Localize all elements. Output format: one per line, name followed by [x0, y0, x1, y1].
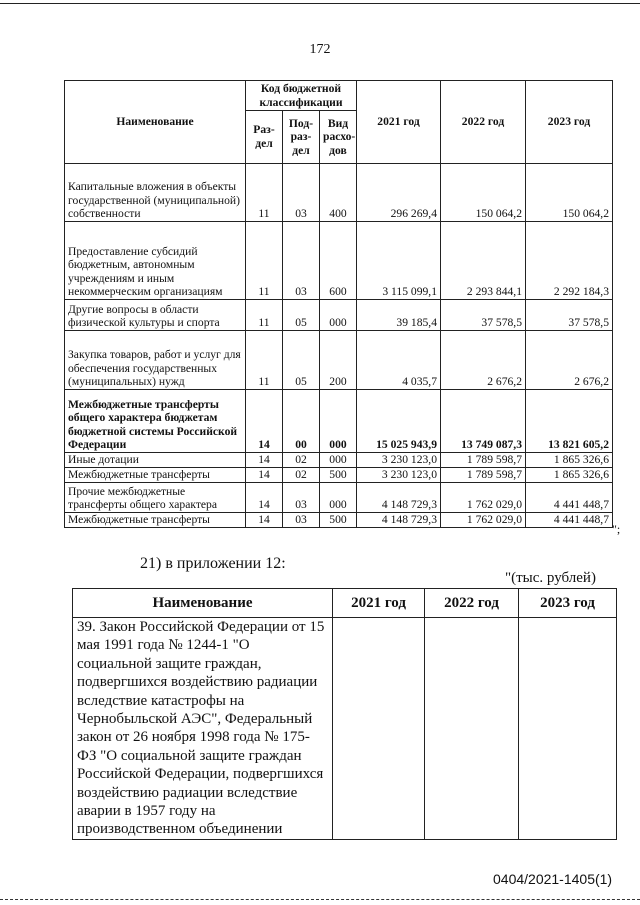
row-2023: 2 292 184,3	[526, 222, 613, 300]
table-row	[65, 483, 613, 513]
header-2021: 2021 год	[357, 81, 441, 164]
row-podrazdel: 02	[283, 453, 320, 468]
row-podrazdel: 03	[283, 164, 320, 222]
row-name: Закупка товаров, работ и услуг для обеспечения государственных (муниципальных) нужд	[65, 331, 246, 390]
row-vid: 500	[320, 468, 357, 483]
row-podrazdel: 05	[283, 300, 320, 331]
row-vid: 400	[320, 164, 357, 222]
header-vid: Вид расхо- дов	[320, 111, 357, 164]
row-podrazdel: 03	[283, 513, 320, 528]
table-row	[65, 390, 613, 453]
header-2022: 2022 год	[425, 589, 519, 618]
row-2022: 1 762 029,0	[441, 513, 526, 528]
row-razdel: 14	[246, 468, 283, 483]
row-name: Межбюджетные трансферты	[65, 513, 246, 528]
header-name: Наименование	[73, 589, 333, 618]
table-row	[65, 164, 613, 222]
row-podrazdel: 05	[283, 331, 320, 390]
row-2022: 1 789 598,7	[441, 453, 526, 468]
row-razdel: 11	[246, 222, 283, 300]
header-2021: 2021 год	[333, 589, 425, 618]
row-2021: 3 230 123,0	[357, 468, 441, 483]
row-razdel: 11	[246, 164, 283, 222]
amendment-intro: 21) в приложении 12:	[140, 555, 286, 572]
row-podrazdel: 03	[283, 483, 320, 513]
row-name: Капитальные вложения в объекты государственной (муниципальной) собственности	[65, 164, 246, 222]
table-row	[65, 300, 613, 331]
row-razdel: 14	[246, 483, 283, 513]
page-number: 172	[309, 42, 331, 57]
appendix12-table	[72, 588, 617, 840]
row-vid: 000	[320, 453, 357, 468]
row-2022	[425, 618, 519, 840]
row-2023: 150 064,2	[526, 164, 613, 222]
header-code-group: Код бюджетной классификации	[246, 81, 357, 111]
row-2023: 4 441 448,7	[526, 483, 613, 513]
top-rule	[0, 3, 640, 4]
row-2022: 1 789 598,7	[441, 468, 526, 483]
row-name: Межбюджетные трансферты общего характера бюджетам бюджетной системы Российской Федерации	[65, 390, 246, 453]
row-2021: 3 115 099,1	[357, 222, 441, 300]
header-podrazdel: Под- раз- дел	[283, 111, 320, 164]
row-2021: 4 035,7	[357, 331, 441, 390]
row-name: Прочие межбюджетные трансферты общего характера	[65, 483, 246, 513]
header-2022: 2022 год	[441, 81, 526, 164]
bottom-rule	[0, 899, 640, 900]
row-2023: 37 578,5	[526, 300, 613, 331]
row-vid: 600	[320, 222, 357, 300]
row-2021: 15 025 943,9	[357, 390, 441, 453]
document-id: 0404/2021-1405(1)	[493, 871, 613, 887]
table-row	[65, 513, 613, 528]
row-vid: 000	[320, 300, 357, 331]
row-2021: 4 148 729,3	[357, 483, 441, 513]
header-2023: 2023 год	[519, 589, 617, 618]
header-2023: 2023 год	[526, 81, 613, 164]
row-2022: 150 064,2	[441, 164, 526, 222]
units-note: "(тыс. рублей)	[505, 570, 596, 586]
row-2023: 4 441 448,7	[526, 513, 613, 528]
row-name: Другие вопросы в области физической культуры и спорта	[65, 300, 246, 331]
row-2023	[519, 618, 617, 840]
row-razdel: 14	[246, 513, 283, 528]
row-2021: 296 269,4	[357, 164, 441, 222]
budget-table	[64, 80, 613, 528]
row-vid: 200	[320, 331, 357, 390]
row-vid: 000	[320, 483, 357, 513]
row-2023: 1 865 326,6	[526, 453, 613, 468]
header-name: Наименование	[65, 81, 246, 164]
row-name: 39. Закон Российской Федерации от 15 мая 1991 года № 1244-1 "О социальной защите граждан, подвергшихся воздействию радиации вследствие катастрофы на Чернобыльской АЭС", Федеральный закон от 26 ноября 1998 года № 175-ФЗ "О социальной защите граждан Российской Федерации, подвергшихся воздействию радиации вследствие аварии в 1957 году на производственном объединении	[73, 618, 333, 840]
row-vid: 000	[320, 390, 357, 453]
row-2021: 39 185,4	[357, 300, 441, 331]
row-name: Иные дотации	[65, 453, 246, 468]
table-row	[65, 468, 613, 483]
row-2022: 1 762 029,0	[441, 483, 526, 513]
row-podrazdel: 00	[283, 390, 320, 453]
closing-quote-mark: ";	[612, 522, 621, 536]
row-name: Предоставление субсидий бюджетным, автономным учреждениям и иным некоммерческим организациям	[65, 222, 246, 300]
row-2022: 2 676,2	[441, 331, 526, 390]
row-2022: 13 749 087,3	[441, 390, 526, 453]
row-2021	[333, 618, 425, 840]
header-razdel: Раз- дел	[246, 111, 283, 164]
row-podrazdel: 02	[283, 468, 320, 483]
row-razdel: 11	[246, 331, 283, 390]
row-razdel: 11	[246, 300, 283, 331]
table-row	[65, 453, 613, 468]
row-2021: 4 148 729,3	[357, 513, 441, 528]
row-2023: 2 676,2	[526, 331, 613, 390]
row-2023: 13 821 605,2	[526, 390, 613, 453]
table-row	[65, 222, 613, 300]
table-row	[73, 618, 617, 840]
row-2022: 37 578,5	[441, 300, 526, 331]
row-podrazdel: 03	[283, 222, 320, 300]
row-2022: 2 293 844,1	[441, 222, 526, 300]
table-row	[65, 331, 613, 390]
row-2021: 3 230 123,0	[357, 453, 441, 468]
row-2023: 1 865 326,6	[526, 468, 613, 483]
row-name: Межбюджетные трансферты	[65, 468, 246, 483]
row-vid: 500	[320, 513, 357, 528]
row-razdel: 14	[246, 453, 283, 468]
row-razdel: 14	[246, 390, 283, 453]
